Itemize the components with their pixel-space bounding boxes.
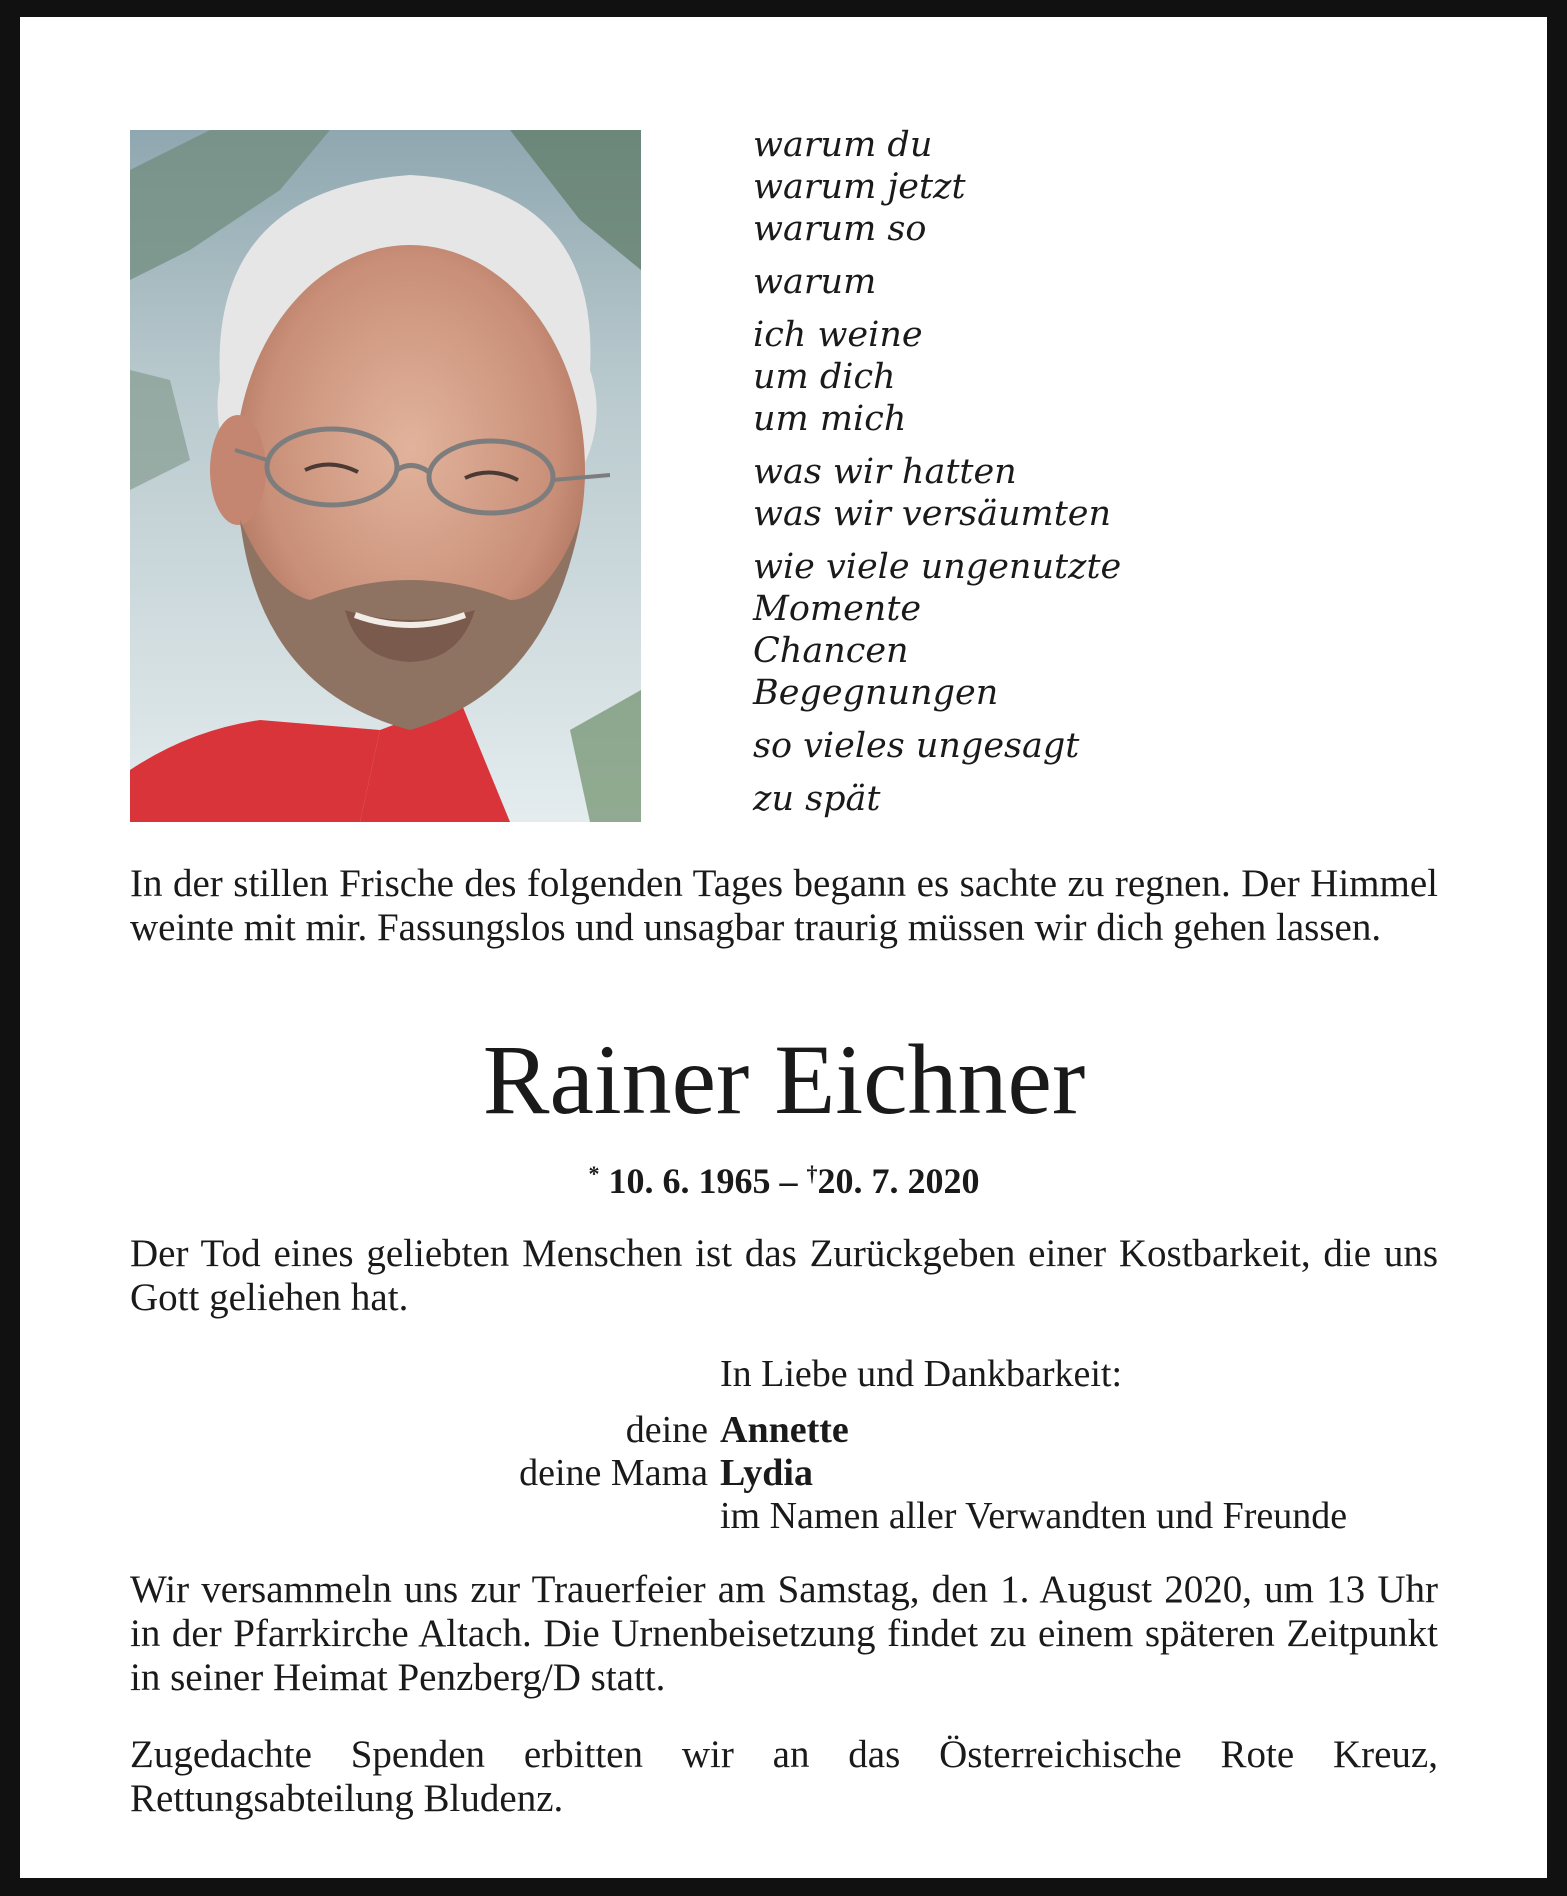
poem-line: um mich (753, 399, 907, 439)
poem-line: warum du (753, 125, 933, 165)
poem-line: Begegnungen (753, 673, 999, 713)
poem-stanza (753, 314, 1313, 440)
death-date: 20. 7. 2020 (817, 1161, 980, 1201)
poem-line: was wir hatten (753, 452, 1017, 492)
mourner-name: Lydia (720, 1452, 813, 1494)
quote-paragraph: Der Tod eines geliebten Menschen ist das Zurückgeben einer Kostbarkeit, die uns Gott geliehen hat. (130, 1232, 1438, 1319)
life-dates (130, 1152, 1438, 1203)
portrait-photo (130, 130, 641, 822)
poem-line: wie viele ungenutzte (753, 547, 1122, 587)
birth-date: 10. 6. 1965 (608, 1161, 771, 1201)
ceremony-paragraph: Wir versammeln uns zur Trauerfeier am Samstag, den 1. August 2020, um 13 Uhr in der Pfarrkirche Altach. Die Urnenbeisetzung findet zu einem späteren Zeitpunkt in seiner Heimat Penzberg/D statt. (130, 1568, 1438, 1699)
mourner-relation: deine Mama (519, 1452, 708, 1494)
poem-line: Chancen (753, 631, 909, 671)
poem-line: warum jetzt (753, 167, 966, 207)
poem-line: Momente (753, 589, 922, 629)
poem-line: so vieles ungesagt (753, 726, 1080, 766)
poem-stanza (753, 261, 1313, 303)
mourner-name: Annette (720, 1409, 849, 1451)
poem-stanza (753, 725, 1313, 767)
poem-line: um dich (753, 357, 896, 397)
poem-line: warum (753, 262, 877, 302)
donations-paragraph: Zugedachte Spenden erbitten wir an das Österreichische Rote Kreuz, Rettungsabteilung Bludenz. (130, 1733, 1438, 1820)
mourners-closing: im Namen aller Verwandten und Freunde (720, 1495, 1348, 1537)
date-separator: – (779, 1161, 798, 1201)
death-symbol: † (806, 1161, 818, 1186)
poem-stanza (753, 451, 1313, 535)
poem-stanza (753, 124, 1313, 250)
poem-line: ich weine (753, 315, 923, 355)
mourners-heading: In Liebe und Dankbarkeit: (720, 1353, 1123, 1395)
poem (753, 124, 1313, 831)
poem-stanza (753, 546, 1313, 714)
mourner-relation: deine (625, 1409, 708, 1451)
intro-paragraph: In der stillen Frische des folgenden Tages begann es sachte zu regnen. Der Himmel weinte mit mir. Fassungslos und unsagbar traurig müssen wir dich gehen lassen. (130, 862, 1438, 949)
birth-symbol: * (588, 1161, 600, 1186)
poem-line: was wir versäumten (753, 494, 1112, 534)
poem-line: warum so (753, 209, 927, 249)
poem-stanza (753, 778, 1313, 820)
poem-line: zu spät (753, 779, 881, 819)
deceased-name: Rainer Eichner (482, 1024, 1086, 1135)
